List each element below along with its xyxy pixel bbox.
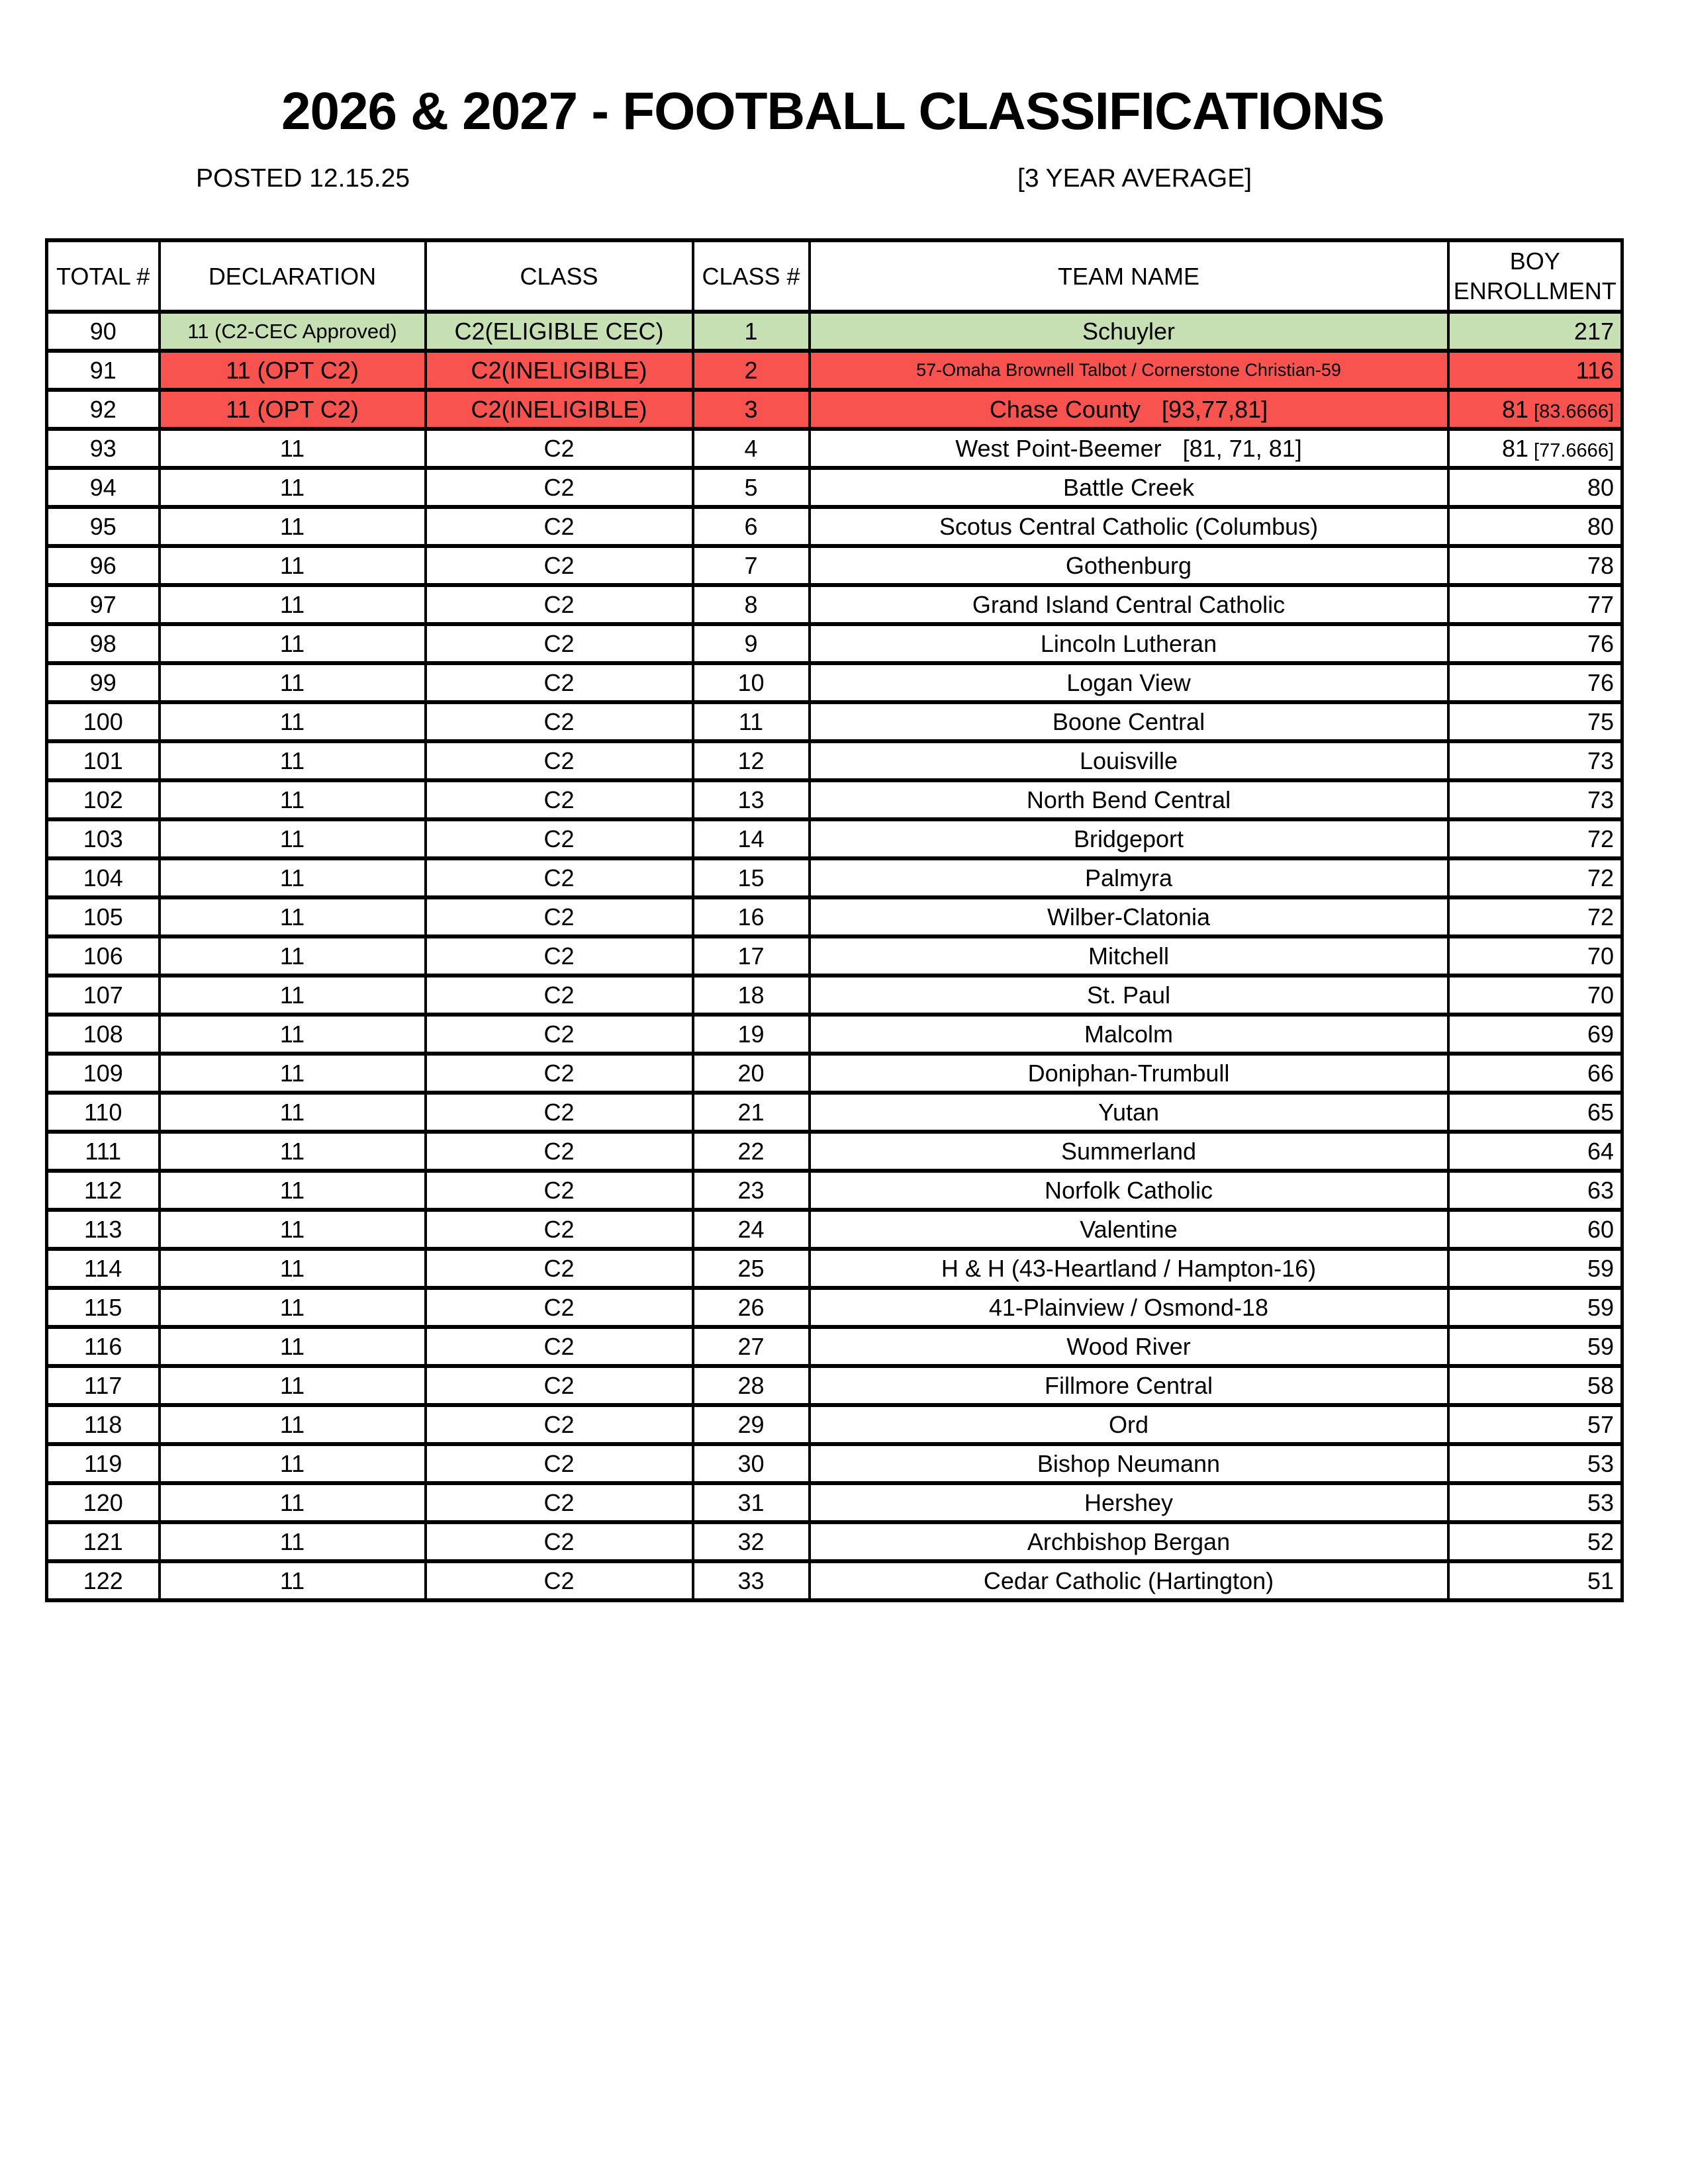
table-row: [47, 1288, 1622, 1327]
cell-total: 122: [47, 1561, 160, 1600]
cell-class: C2(INELIGIBLE): [426, 351, 693, 390]
cell-team-name: Valentine: [810, 1210, 1448, 1249]
cell-boy-enrollment: [1448, 1483, 1622, 1522]
cell-class: C2: [426, 546, 693, 585]
enrollment-value: 81: [1501, 395, 1528, 423]
table-row: [47, 351, 1622, 390]
cell-boy-enrollment: [1448, 1561, 1622, 1600]
cell-team-name: Bridgeport: [810, 819, 1448, 858]
team-enrollment-history: [81, 71, 81]: [1182, 434, 1302, 462]
enrollment-value: 69: [1587, 1020, 1614, 1048]
enrollment-value: 59: [1587, 1332, 1614, 1360]
header-team-name: TEAM NAME: [810, 240, 1448, 312]
enrollment-value: 80: [1587, 512, 1614, 540]
cell-class-number: 9: [693, 624, 810, 663]
three-year-average-label: [3 YEAR AVERAGE]: [1017, 164, 1252, 193]
enrollment-value: 51: [1587, 1567, 1614, 1594]
cell-boy-enrollment: [1448, 1210, 1622, 1249]
cell-declaration: 11: [160, 936, 426, 976]
cell-declaration: 11: [160, 819, 426, 858]
table-row: [47, 1171, 1622, 1210]
table-row: [47, 1522, 1622, 1561]
cell-team-name: Archbishop Bergan: [810, 1522, 1448, 1561]
cell-team-name: Gothenburg: [810, 546, 1448, 585]
header-boy-enrollment: BOY ENROLLMENT: [1448, 240, 1622, 312]
cell-class: C2: [426, 429, 693, 468]
cell-class-number: 4: [693, 429, 810, 468]
cell-class-number: 2: [693, 351, 810, 390]
enrollment-value: 73: [1587, 747, 1614, 774]
cell-declaration: 11: [160, 1054, 426, 1093]
cell-declaration: 11: [160, 1093, 426, 1132]
cell-class-number: 21: [693, 1093, 810, 1132]
cell-declaration: 11: [160, 1288, 426, 1327]
cell-class-number: 19: [693, 1015, 810, 1054]
cell-declaration: 11: [160, 858, 426, 897]
cell-total: 108: [47, 1015, 160, 1054]
cell-team-name: West Point-Beemer [81, 71, 81]: [810, 429, 1448, 468]
cell-declaration: 11: [160, 1015, 426, 1054]
table-row: [47, 819, 1622, 858]
cell-class-number: 5: [693, 468, 810, 507]
cell-class: C2: [426, 1483, 693, 1522]
posted-date-label: POSTED 12.15.25: [196, 164, 410, 193]
table-row: [47, 1366, 1622, 1405]
table-row: [47, 429, 1622, 468]
cell-class: C2: [426, 1327, 693, 1366]
table-row: [47, 1132, 1622, 1171]
cell-class-number: 24: [693, 1210, 810, 1249]
cell-class: C2: [426, 741, 693, 780]
cell-team-name: St. Paul: [810, 976, 1448, 1015]
enrollment-value: 70: [1587, 981, 1614, 1009]
enrollment-value: 81: [1501, 434, 1528, 462]
header-declaration: DECLARATION: [160, 240, 426, 312]
enrollment-value: 53: [1587, 1488, 1614, 1516]
table-row: [47, 858, 1622, 897]
cell-declaration: 11 (C2-CEC Approved): [160, 312, 426, 351]
cell-boy-enrollment: [1448, 1171, 1622, 1210]
cell-boy-enrollment: [1448, 351, 1622, 390]
cell-declaration: 11: [160, 429, 426, 468]
cell-total: 90: [47, 312, 160, 351]
cell-class: C2: [426, 1171, 693, 1210]
cell-boy-enrollment: [1448, 1249, 1622, 1288]
cell-boy-enrollment: [1448, 624, 1622, 663]
cell-class-number: 16: [693, 897, 810, 936]
cell-team-name: 41-Plainview / Osmond-18: [810, 1288, 1448, 1327]
cell-total: 93: [47, 429, 160, 468]
cell-boy-enrollment: [1448, 1327, 1622, 1366]
cell-declaration: 11 (OPT C2): [160, 390, 426, 429]
team-enrollment-history: [93,77,81]: [1162, 395, 1268, 423]
enrollment-value: 63: [1587, 1176, 1614, 1204]
cell-team-name: Palmyra: [810, 858, 1448, 897]
cell-team-name: Schuyler: [810, 312, 1448, 351]
table-row: [47, 390, 1622, 429]
cell-declaration: 11: [160, 1522, 426, 1561]
table-row: [47, 507, 1622, 546]
cell-total: 95: [47, 507, 160, 546]
cell-class-number: 15: [693, 858, 810, 897]
enrollment-value: 75: [1587, 707, 1614, 735]
cell-team-name: Louisville: [810, 741, 1448, 780]
enrollment-value: 59: [1587, 1293, 1614, 1321]
cell-total: 118: [47, 1405, 160, 1444]
cell-class-number: 25: [693, 1249, 810, 1288]
cell-class-number: 20: [693, 1054, 810, 1093]
cell-total: 102: [47, 780, 160, 819]
cell-class: C2: [426, 1249, 693, 1288]
cell-class-number: 29: [693, 1405, 810, 1444]
cell-class-number: 32: [693, 1522, 810, 1561]
cell-boy-enrollment: [1448, 585, 1622, 624]
cell-class: C2: [426, 936, 693, 976]
cell-total: 116: [47, 1327, 160, 1366]
cell-team-name: Boone Central: [810, 702, 1448, 741]
classification-table: [45, 238, 1624, 1602]
cell-class-number: 28: [693, 1366, 810, 1405]
header-class: CLASS: [426, 240, 693, 312]
enrollment-value: 76: [1587, 668, 1614, 696]
table-row: [47, 1210, 1622, 1249]
cell-team-name: Mitchell: [810, 936, 1448, 976]
cell-declaration: 11: [160, 702, 426, 741]
cell-class-number: 14: [693, 819, 810, 858]
table-row: [47, 741, 1622, 780]
cell-declaration: 11: [160, 1561, 426, 1600]
cell-boy-enrollment: [1448, 858, 1622, 897]
cell-boy-enrollment: [1448, 1522, 1622, 1561]
cell-boy-enrollment: [1448, 1405, 1622, 1444]
cell-total: 109: [47, 1054, 160, 1093]
cell-class: C2: [426, 1015, 693, 1054]
cell-class-number: 8: [693, 585, 810, 624]
cell-total: 99: [47, 663, 160, 702]
cell-boy-enrollment: [1448, 936, 1622, 976]
table-row: [47, 1093, 1622, 1132]
table-header-row: [47, 240, 1622, 312]
table-row: [47, 585, 1622, 624]
cell-team-name: Norfolk Catholic: [810, 1171, 1448, 1210]
cell-class: C2: [426, 1210, 693, 1249]
cell-declaration: 11: [160, 468, 426, 507]
cell-boy-enrollment: [1448, 741, 1622, 780]
cell-total: 120: [47, 1483, 160, 1522]
cell-team-name: Wood River: [810, 1327, 1448, 1366]
enrollment-value: 72: [1587, 903, 1614, 931]
cell-declaration: 11: [160, 1210, 426, 1249]
table-row: [47, 1444, 1622, 1483]
cell-declaration: 11: [160, 663, 426, 702]
cell-team-name: Doniphan-Trumbull: [810, 1054, 1448, 1093]
cell-total: 121: [47, 1522, 160, 1561]
table-row: [47, 976, 1622, 1015]
cell-boy-enrollment: [1448, 429, 1622, 468]
cell-team-name: Wilber-Clatonia: [810, 897, 1448, 936]
cell-total: 94: [47, 468, 160, 507]
enrollment-value: 64: [1587, 1137, 1614, 1165]
cell-boy-enrollment: [1448, 390, 1622, 429]
cell-declaration: 11: [160, 897, 426, 936]
cell-total: 119: [47, 1444, 160, 1483]
enrollment-value: 72: [1587, 864, 1614, 891]
cell-total: 105: [47, 897, 160, 936]
enrollment-value: 80: [1587, 473, 1614, 501]
cell-total: 103: [47, 819, 160, 858]
cell-class-number: 12: [693, 741, 810, 780]
cell-team-name: Fillmore Central: [810, 1366, 1448, 1405]
cell-declaration: 11: [160, 1444, 426, 1483]
table-row: [47, 468, 1622, 507]
cell-class-number: 6: [693, 507, 810, 546]
table-row: [47, 936, 1622, 976]
cell-total: 101: [47, 741, 160, 780]
enrollment-value: 77: [1587, 590, 1614, 618]
cell-class-number: 3: [693, 390, 810, 429]
cell-class-number: 13: [693, 780, 810, 819]
cell-declaration: 11: [160, 585, 426, 624]
cell-boy-enrollment: [1448, 312, 1622, 351]
cell-class: C2: [426, 858, 693, 897]
cell-team-name: Chase County [93,77,81]: [810, 390, 1448, 429]
cell-class-number: 26: [693, 1288, 810, 1327]
cell-boy-enrollment: [1448, 1288, 1622, 1327]
cell-declaration: 11: [160, 1483, 426, 1522]
cell-declaration: 11: [160, 1327, 426, 1366]
table-row: [47, 312, 1622, 351]
enrollment-value: 73: [1587, 786, 1614, 813]
cell-class: C2: [426, 1054, 693, 1093]
cell-boy-enrollment: [1448, 1093, 1622, 1132]
enrollment-value: 60: [1587, 1215, 1614, 1243]
cell-boy-enrollment: [1448, 897, 1622, 936]
cell-declaration: 11: [160, 624, 426, 663]
cell-class: C2: [426, 507, 693, 546]
cell-boy-enrollment: [1448, 702, 1622, 741]
cell-class-number: 27: [693, 1327, 810, 1366]
cell-boy-enrollment: [1448, 1444, 1622, 1483]
cell-boy-enrollment: [1448, 780, 1622, 819]
cell-team-name: Grand Island Central Catholic: [810, 585, 1448, 624]
cell-class-number: 33: [693, 1561, 810, 1600]
table-row: [47, 1054, 1622, 1093]
cell-declaration: 11: [160, 1249, 426, 1288]
cell-class-number: 1: [693, 312, 810, 351]
cell-declaration: 11: [160, 741, 426, 780]
cell-team-name: 57-Omaha Brownell Talbot / Cornerstone Christian-59: [810, 351, 1448, 390]
cell-declaration: 11: [160, 976, 426, 1015]
cell-total: 104: [47, 858, 160, 897]
cell-total: 111: [47, 1132, 160, 1171]
cell-team-name: North Bend Central: [810, 780, 1448, 819]
cell-declaration: 11: [160, 1366, 426, 1405]
cell-team-name: Summerland: [810, 1132, 1448, 1171]
table-row: [47, 1249, 1622, 1288]
cell-class: C2: [426, 1132, 693, 1171]
cell-class-number: 30: [693, 1444, 810, 1483]
cell-team-name: H & H (43-Heartland / Hampton-16): [810, 1249, 1448, 1288]
cell-total: 97: [47, 585, 160, 624]
cell-boy-enrollment: [1448, 468, 1622, 507]
table-row: [47, 1327, 1622, 1366]
enrollment-value: 78: [1587, 551, 1614, 579]
enrollment-value: 116: [1575, 356, 1614, 384]
cell-total: 114: [47, 1249, 160, 1288]
cell-class: C2: [426, 1405, 693, 1444]
enrollment-average-note: [77.6666]: [1528, 439, 1614, 461]
enrollment-value: 59: [1587, 1254, 1614, 1282]
table-row: [47, 663, 1622, 702]
cell-class: C2: [426, 624, 693, 663]
cell-boy-enrollment: [1448, 663, 1622, 702]
cell-team-name: Battle Creek: [810, 468, 1448, 507]
cell-class-number: 11: [693, 702, 810, 741]
cell-class: C2: [426, 1093, 693, 1132]
cell-class: C2: [426, 897, 693, 936]
table-row: [47, 1015, 1622, 1054]
cell-declaration: 11: [160, 780, 426, 819]
cell-class: C2: [426, 819, 693, 858]
cell-class-number: 10: [693, 663, 810, 702]
cell-boy-enrollment: [1448, 1132, 1622, 1171]
table-row: [47, 546, 1622, 585]
table-row: [47, 1561, 1622, 1600]
cell-boy-enrollment: [1448, 507, 1622, 546]
cell-team-name: Logan View: [810, 663, 1448, 702]
cell-boy-enrollment: [1448, 546, 1622, 585]
cell-team-name: Hershey: [810, 1483, 1448, 1522]
cell-declaration: 11: [160, 507, 426, 546]
enrollment-value: 72: [1587, 825, 1614, 852]
cell-total: 92: [47, 390, 160, 429]
cell-class: C2: [426, 585, 693, 624]
cell-total: 115: [47, 1288, 160, 1327]
cell-class: C2: [426, 663, 693, 702]
cell-class: C2: [426, 1366, 693, 1405]
enrollment-value: 76: [1587, 629, 1614, 657]
cell-declaration: 11: [160, 1132, 426, 1171]
cell-boy-enrollment: [1448, 1015, 1622, 1054]
cell-total: 112: [47, 1171, 160, 1210]
cell-total: 107: [47, 976, 160, 1015]
cell-class: C2: [426, 976, 693, 1015]
cell-team-name: Lincoln Lutheran: [810, 624, 1448, 663]
cell-class-number: 18: [693, 976, 810, 1015]
cell-class-number: 31: [693, 1483, 810, 1522]
cell-declaration: 11 (OPT C2): [160, 351, 426, 390]
table-row: [47, 897, 1622, 936]
enrollment-value: 65: [1587, 1098, 1614, 1126]
cell-total: 96: [47, 546, 160, 585]
cell-total: 117: [47, 1366, 160, 1405]
header-total: TOTAL #: [47, 240, 160, 312]
enrollment-value: 217: [1573, 317, 1614, 345]
cell-class-number: 17: [693, 936, 810, 976]
header-class-number: CLASS #: [693, 240, 810, 312]
enrollment-value: 58: [1587, 1371, 1614, 1399]
cell-total: 98: [47, 624, 160, 663]
cell-class-number: 23: [693, 1171, 810, 1210]
cell-declaration: 11: [160, 1405, 426, 1444]
cell-team-name: Ord: [810, 1405, 1448, 1444]
cell-class: C2: [426, 780, 693, 819]
table-row: [47, 780, 1622, 819]
cell-class: C2: [426, 1522, 693, 1561]
cell-class: C2: [426, 468, 693, 507]
cell-team-name: Cedar Catholic (Hartington): [810, 1561, 1448, 1600]
cell-boy-enrollment: [1448, 819, 1622, 858]
enrollment-value: 57: [1587, 1410, 1614, 1438]
cell-team-name: Bishop Neumann: [810, 1444, 1448, 1483]
cell-team-name: Malcolm: [810, 1015, 1448, 1054]
cell-total: 113: [47, 1210, 160, 1249]
table-row: [47, 702, 1622, 741]
cell-total: 106: [47, 936, 160, 976]
enrollment-average-note: [83.6666]: [1528, 400, 1614, 422]
cell-total: 100: [47, 702, 160, 741]
page-title: 2026 & 2027 - FOOTBALL CLASSIFICATIONS: [281, 81, 1385, 140]
cell-boy-enrollment: [1448, 1054, 1622, 1093]
cell-class: C2: [426, 1444, 693, 1483]
cell-class: C2(INELIGIBLE): [426, 390, 693, 429]
cell-class: C2(ELIGIBLE CEC): [426, 312, 693, 351]
cell-team-name: Scotus Central Catholic (Columbus): [810, 507, 1448, 546]
cell-class-number: 22: [693, 1132, 810, 1171]
table-row: [47, 1405, 1622, 1444]
table-row: [47, 624, 1622, 663]
cell-class-number: 7: [693, 546, 810, 585]
cell-declaration: 11: [160, 1171, 426, 1210]
cell-boy-enrollment: [1448, 976, 1622, 1015]
cell-total: 110: [47, 1093, 160, 1132]
cell-class: C2: [426, 1288, 693, 1327]
table-body: [47, 312, 1622, 1600]
enrollment-value: 52: [1587, 1527, 1614, 1555]
cell-class: C2: [426, 702, 693, 741]
cell-team-name: Yutan: [810, 1093, 1448, 1132]
table-row: [47, 1483, 1622, 1522]
cell-boy-enrollment: [1448, 1366, 1622, 1405]
cell-declaration: 11: [160, 546, 426, 585]
enrollment-value: 66: [1587, 1059, 1614, 1087]
cell-class: C2: [426, 1561, 693, 1600]
cell-total: 91: [47, 351, 160, 390]
enrollment-value: 53: [1587, 1449, 1614, 1477]
enrollment-value: 70: [1587, 942, 1614, 970]
